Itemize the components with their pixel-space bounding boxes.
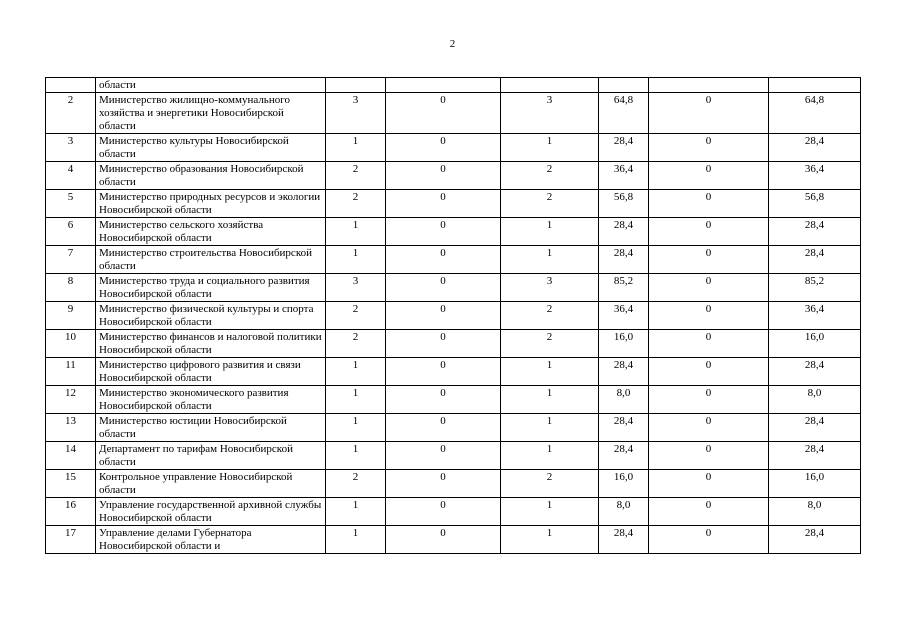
row-value-cell: 0 <box>649 246 769 274</box>
row-number-cell <box>46 78 96 93</box>
row-number-cell: 2 <box>46 93 96 134</box>
row-value-cell: 2 <box>501 162 599 190</box>
row-value-cell: 2 <box>501 302 599 330</box>
table-row <box>46 134 861 162</box>
table-row <box>46 386 861 414</box>
row-value-cell: 1 <box>326 526 386 554</box>
row-value-cell: 0 <box>386 498 501 526</box>
row-value-cell: 2 <box>326 470 386 498</box>
row-value-cell: 0 <box>386 470 501 498</box>
row-number-cell: 13 <box>46 414 96 442</box>
row-value-cell: 0 <box>386 330 501 358</box>
row-value-cell: 1 <box>326 246 386 274</box>
row-value-cell: 1 <box>326 134 386 162</box>
row-value-cell <box>386 78 501 93</box>
row-value-cell: 0 <box>386 526 501 554</box>
row-value-cell: 16,0 <box>769 330 861 358</box>
row-value-cell: 28,4 <box>769 358 861 386</box>
row-value-cell: 1 <box>326 218 386 246</box>
budget-table <box>45 77 861 554</box>
row-value-cell: 3 <box>501 93 599 134</box>
row-name-cell: Министерство строительства Новосибирской области <box>96 246 326 274</box>
row-value-cell: 64,8 <box>769 93 861 134</box>
row-value-cell: 2 <box>501 190 599 218</box>
row-name-cell: Контрольное управление Новосибирской области <box>96 470 326 498</box>
row-value-cell: 2 <box>326 190 386 218</box>
row-value-cell: 1 <box>501 218 599 246</box>
row-value-cell: 0 <box>386 218 501 246</box>
row-value-cell: 0 <box>386 302 501 330</box>
table-row <box>46 93 861 134</box>
row-number-cell: 17 <box>46 526 96 554</box>
row-value-cell: 2 <box>501 470 599 498</box>
row-value-cell: 0 <box>649 274 769 302</box>
row-number-cell: 5 <box>46 190 96 218</box>
row-number-cell: 10 <box>46 330 96 358</box>
row-value-cell: 0 <box>386 442 501 470</box>
row-value-cell: 2 <box>501 330 599 358</box>
row-value-cell: 0 <box>386 386 501 414</box>
row-value-cell: 1 <box>501 526 599 554</box>
row-value-cell: 0 <box>649 302 769 330</box>
table-row <box>46 302 861 330</box>
row-value-cell: 3 <box>326 93 386 134</box>
table-row <box>46 274 861 302</box>
table-row <box>46 414 861 442</box>
row-value-cell: 0 <box>649 498 769 526</box>
row-number-cell: 4 <box>46 162 96 190</box>
row-value-cell: 0 <box>386 246 501 274</box>
row-value-cell: 0 <box>649 470 769 498</box>
table-body <box>46 78 861 554</box>
table-row <box>46 330 861 358</box>
row-value-cell: 0 <box>386 162 501 190</box>
row-number-cell: 6 <box>46 218 96 246</box>
page-number: 2 <box>449 38 456 50</box>
row-name-cell: Министерство цифрового развития и связи Новосибирской области <box>96 358 326 386</box>
row-name-cell: Министерство юстиции Новосибирской области <box>96 414 326 442</box>
row-name-cell: Министерство образования Новосибирской области <box>96 162 326 190</box>
row-value-cell: 0 <box>649 414 769 442</box>
row-name-cell: области <box>96 78 326 93</box>
row-value-cell: 28,4 <box>599 442 649 470</box>
row-value-cell: 36,4 <box>599 162 649 190</box>
row-value-cell: 28,4 <box>599 246 649 274</box>
row-value-cell: 8,0 <box>599 386 649 414</box>
row-value-cell: 36,4 <box>599 302 649 330</box>
row-number-cell: 9 <box>46 302 96 330</box>
table-row <box>46 162 861 190</box>
row-number-cell: 12 <box>46 386 96 414</box>
row-name-cell: Министерство экономического развития Новосибирской области <box>96 386 326 414</box>
row-value-cell: 3 <box>501 274 599 302</box>
row-value-cell: 0 <box>649 330 769 358</box>
row-value-cell: 85,2 <box>769 274 861 302</box>
row-name-cell: Министерство жилищно-коммунального хозяйства и энергетики Новосибирской области <box>96 93 326 134</box>
table-row <box>46 190 861 218</box>
row-value-cell: 28,4 <box>769 526 861 554</box>
row-value-cell: 36,4 <box>769 302 861 330</box>
row-value-cell: 1 <box>326 386 386 414</box>
row-value-cell: 1 <box>501 358 599 386</box>
row-name-cell: Министерство финансов и налоговой политики Новосибирской области <box>96 330 326 358</box>
row-value-cell: 16,0 <box>599 470 649 498</box>
row-value-cell: 16,0 <box>769 470 861 498</box>
row-value-cell: 0 <box>386 274 501 302</box>
row-name-cell: Управление делами Губернатора Новосибирской области и <box>96 526 326 554</box>
table-row <box>46 498 861 526</box>
row-value-cell: 0 <box>649 190 769 218</box>
row-value-cell: 28,4 <box>769 246 861 274</box>
row-value-cell: 1 <box>501 246 599 274</box>
row-value-cell <box>769 78 861 93</box>
row-value-cell: 28,4 <box>769 134 861 162</box>
row-value-cell: 85,2 <box>599 274 649 302</box>
row-number-cell: 7 <box>46 246 96 274</box>
row-name-cell: Министерство труда и социального развития Новосибирской области <box>96 274 326 302</box>
row-value-cell <box>501 78 599 93</box>
row-value-cell: 28,4 <box>769 442 861 470</box>
row-value-cell: 1 <box>326 498 386 526</box>
row-value-cell: 2 <box>326 330 386 358</box>
row-name-cell: Министерство физической культуры и спорта Новосибирской области <box>96 302 326 330</box>
row-value-cell: 1 <box>501 134 599 162</box>
row-value-cell <box>599 78 649 93</box>
row-value-cell: 3 <box>326 274 386 302</box>
row-number-cell: 16 <box>46 498 96 526</box>
row-value-cell: 0 <box>649 93 769 134</box>
row-value-cell: 28,4 <box>599 414 649 442</box>
row-value-cell: 0 <box>386 414 501 442</box>
row-name-cell: Министерство природных ресурсов и экологии Новосибирской области <box>96 190 326 218</box>
row-value-cell: 0 <box>649 218 769 246</box>
row-value-cell: 1 <box>326 442 386 470</box>
table-row <box>46 246 861 274</box>
table-row <box>46 358 861 386</box>
table-row <box>46 218 861 246</box>
row-value-cell: 28,4 <box>599 358 649 386</box>
row-value-cell: 0 <box>386 190 501 218</box>
row-value-cell: 2 <box>326 302 386 330</box>
row-value-cell: 0 <box>649 386 769 414</box>
row-number-cell: 11 <box>46 358 96 386</box>
row-name-cell: Министерство сельского хозяйства Новосибирской области <box>96 218 326 246</box>
table-row-continuation <box>46 78 861 93</box>
row-value-cell: 28,4 <box>599 134 649 162</box>
table-row <box>46 526 861 554</box>
row-value-cell <box>649 78 769 93</box>
row-value-cell: 1 <box>326 414 386 442</box>
row-value-cell: 56,8 <box>769 190 861 218</box>
row-value-cell: 8,0 <box>769 386 861 414</box>
row-value-cell: 8,0 <box>769 498 861 526</box>
table-row <box>46 470 861 498</box>
row-value-cell: 0 <box>649 442 769 470</box>
row-value-cell: 0 <box>386 134 501 162</box>
row-value-cell: 0 <box>649 134 769 162</box>
row-value-cell: 0 <box>649 162 769 190</box>
row-value-cell: 1 <box>501 386 599 414</box>
row-number-cell: 3 <box>46 134 96 162</box>
row-value-cell <box>326 78 386 93</box>
row-name-cell: Управление государственной архивной службы Новосибирской области <box>96 498 326 526</box>
row-value-cell: 1 <box>501 414 599 442</box>
row-value-cell: 1 <box>326 358 386 386</box>
row-value-cell: 0 <box>386 93 501 134</box>
row-value-cell: 0 <box>649 526 769 554</box>
row-value-cell: 28,4 <box>769 414 861 442</box>
row-number-cell: 15 <box>46 470 96 498</box>
table-row <box>46 442 861 470</box>
row-value-cell: 1 <box>501 442 599 470</box>
row-name-cell: Министерство культуры Новосибирской области <box>96 134 326 162</box>
row-value-cell: 28,4 <box>769 218 861 246</box>
row-value-cell: 36,4 <box>769 162 861 190</box>
row-value-cell: 28,4 <box>599 218 649 246</box>
row-value-cell: 0 <box>386 358 501 386</box>
row-name-cell: Департамент по тарифам Новосибирской области <box>96 442 326 470</box>
row-value-cell: 56,8 <box>599 190 649 218</box>
row-value-cell: 1 <box>501 498 599 526</box>
row-value-cell: 2 <box>326 162 386 190</box>
row-value-cell: 8,0 <box>599 498 649 526</box>
row-value-cell: 16,0 <box>599 330 649 358</box>
row-number-cell: 8 <box>46 274 96 302</box>
row-value-cell: 28,4 <box>599 526 649 554</box>
row-value-cell: 64,8 <box>599 93 649 134</box>
row-number-cell: 14 <box>46 442 96 470</box>
row-value-cell: 0 <box>649 358 769 386</box>
